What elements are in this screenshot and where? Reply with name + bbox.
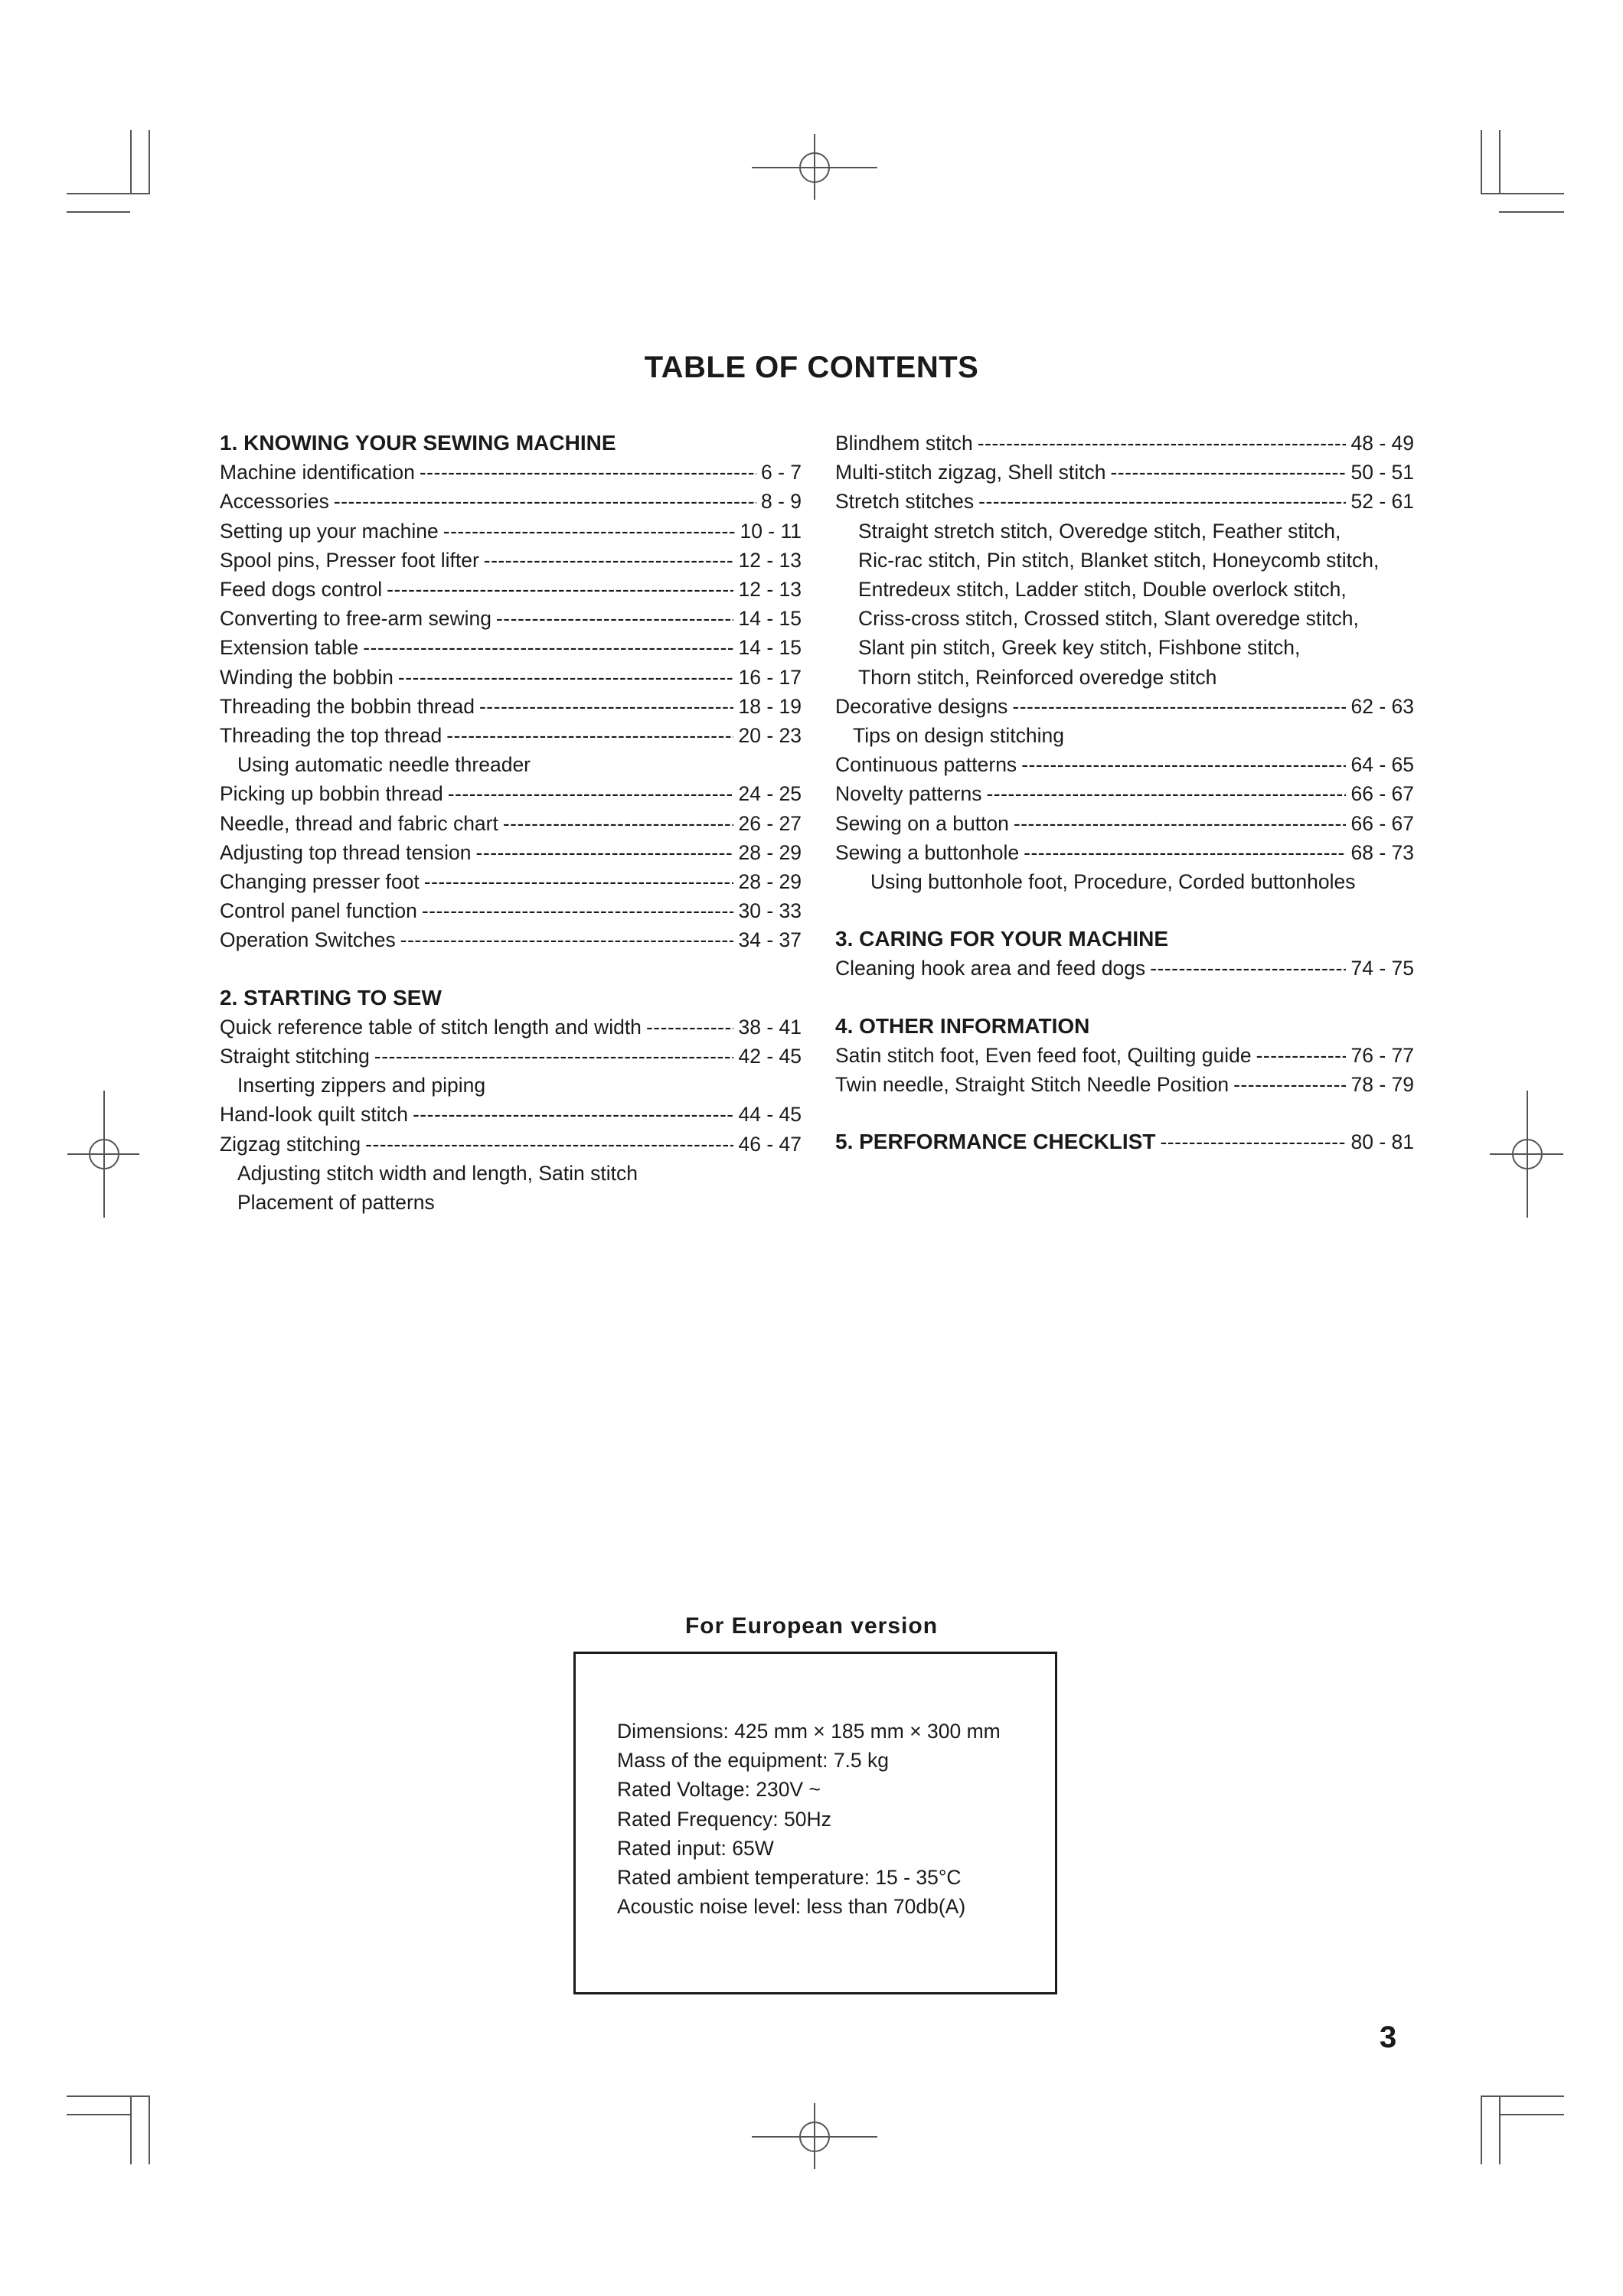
- toc-entry: Quick reference table of stitch length and width ----- 38 - 41: [220, 1013, 802, 1042]
- spec-line: Rated input: 65W: [617, 1836, 774, 1860]
- spec-line: Rated ambient temperature: 15 - 35°C: [617, 1866, 962, 1890]
- toc-subentry: Slant pin stitch, Greek key stitch, Fishbone stitch,: [858, 636, 1301, 660]
- toc-entry: Continuous patterns ----- 64 - 65: [835, 750, 1414, 779]
- spec-line: Acoustic noise level: less than 70db(A): [617, 1895, 966, 1919]
- toc-entry: Threading the top thread ----- 20 - 23: [220, 721, 802, 750]
- toc-entry: 5. PERFORMANCE CHECKLIST ----- 80 - 81: [835, 1127, 1414, 1156]
- toc-entry: Blindhem stitch ----- 48 - 49: [835, 429, 1414, 458]
- toc-entry: Sewing a buttonhole ----- 68 - 73: [835, 838, 1414, 867]
- spec-line: Rated Frequency: 50Hz: [617, 1807, 831, 1831]
- toc-entry: Picking up bobbin thread ----- 24 - 25: [220, 779, 802, 808]
- toc-entry: Straight stitching ----- 42 - 45: [220, 1042, 802, 1071]
- section-heading: 4. OTHER INFORMATION: [835, 1013, 1090, 1038]
- toc-entry: Adjusting top thread tension ----- 28 - 29: [220, 838, 802, 867]
- toc-entry: Novelty patterns ----- 66 - 67: [835, 779, 1414, 808]
- toc-entry: Setting up your machine ----- 10 - 11: [220, 517, 802, 546]
- toc-entry: Operation Switches ----- 34 - 37: [220, 925, 802, 954]
- toc-entry: Control panel function ----- 30 - 33: [220, 896, 802, 925]
- toc-entry: Machine identification ----- 6 - 7: [220, 458, 802, 487]
- toc-entry: Sewing on a button ----- 66 - 67: [835, 809, 1414, 838]
- toc-subentry: Placement of patterns: [237, 1191, 435, 1215]
- spec-line: Rated Voltage: 230V ~: [617, 1778, 821, 1802]
- toc-entry: Stretch stitches ----- 52 - 61: [835, 487, 1414, 516]
- toc-entry: Changing presser foot ----- 28 - 29: [220, 867, 802, 896]
- toc-entry: Decorative designs ----- 62 - 63: [835, 692, 1414, 721]
- toc-subentry: Inserting zippers and piping: [237, 1074, 486, 1097]
- section-heading: 3. CARING FOR YOUR MACHINE: [835, 927, 1169, 951]
- toc-entry: Winding the bobbin ----- 16 - 17: [220, 663, 802, 692]
- toc-subentry: Ric-rac stitch, Pin stitch, Blanket stitch, Honeycomb stitch,: [858, 548, 1380, 572]
- toc-entry: Hand-look quilt stitch ----- 44 - 45: [220, 1100, 802, 1129]
- spec-line: Mass of the equipment: 7.5 kg: [617, 1749, 890, 1773]
- european-version-title: For European version: [684, 1613, 939, 1639]
- toc-entry: Cleaning hook area and feed dogs ----- 74 - 75: [835, 954, 1414, 983]
- toc-entry: Multi-stitch zigzag, Shell stitch ----- 50 - 51: [835, 458, 1414, 487]
- toc-entry: Twin needle, Straight Stitch Needle Position ----- 78 - 79: [835, 1070, 1414, 1099]
- page-title: TABLE OF CONTENTS: [644, 351, 979, 384]
- toc-entry: Zigzag stitching ----- 46 - 47: [220, 1130, 802, 1159]
- section-heading: 2. STARTING TO SEW: [220, 985, 442, 1009]
- toc-subentry: Criss-cross stitch, Crossed stitch, Slant overedge stitch,: [858, 607, 1359, 631]
- toc-subentry: Adjusting stitch width and length, Satin stitch: [237, 1161, 638, 1185]
- toc-entry: Threading the bobbin thread ----- 18 - 19: [220, 692, 802, 721]
- toc-entry: Satin stitch foot, Even feed foot, Quilting guide ----- 76 - 77: [835, 1041, 1414, 1070]
- toc-entry: Converting to free-arm sewing ----- 14 - 15: [220, 604, 802, 633]
- european-specs-box: [573, 1652, 1057, 1994]
- toc-entry: Needle, thread and fabric chart ----- 26 - 27: [220, 809, 802, 838]
- toc-subentry: Using automatic needle threader: [237, 753, 531, 777]
- toc-subentry: Using buttonhole foot, Procedure, Corded buttonholes: [870, 870, 1356, 894]
- page-number: 3: [1380, 2020, 1397, 2054]
- toc-entry: Spool pins, Presser foot lifter ----- 12 - 13: [220, 546, 802, 575]
- toc-entry: Feed dogs control ----- 12 - 13: [220, 575, 802, 604]
- spec-line: Dimensions: 425 mm × 185 mm × 300 mm: [617, 1720, 1001, 1743]
- toc-subentry: Thorn stitch, Reinforced overedge stitch: [858, 665, 1217, 689]
- toc-left-column: [220, 429, 802, 1217]
- toc-entry: Extension table ----- 14 - 15: [220, 633, 802, 662]
- section-heading: 1. KNOWING YOUR SEWING MACHINE: [220, 431, 616, 455]
- toc-subentry: Tips on design stitching: [853, 724, 1064, 748]
- toc-right-column: [835, 429, 1414, 1156]
- toc-subentry: Straight stretch stitch, Overedge stitch, Feather stitch,: [858, 519, 1341, 543]
- toc-subentry: Entredeux stitch, Ladder stitch, Double overlock stitch,: [858, 578, 1347, 602]
- toc-entry: Accessories ----- 8 - 9: [220, 487, 802, 516]
